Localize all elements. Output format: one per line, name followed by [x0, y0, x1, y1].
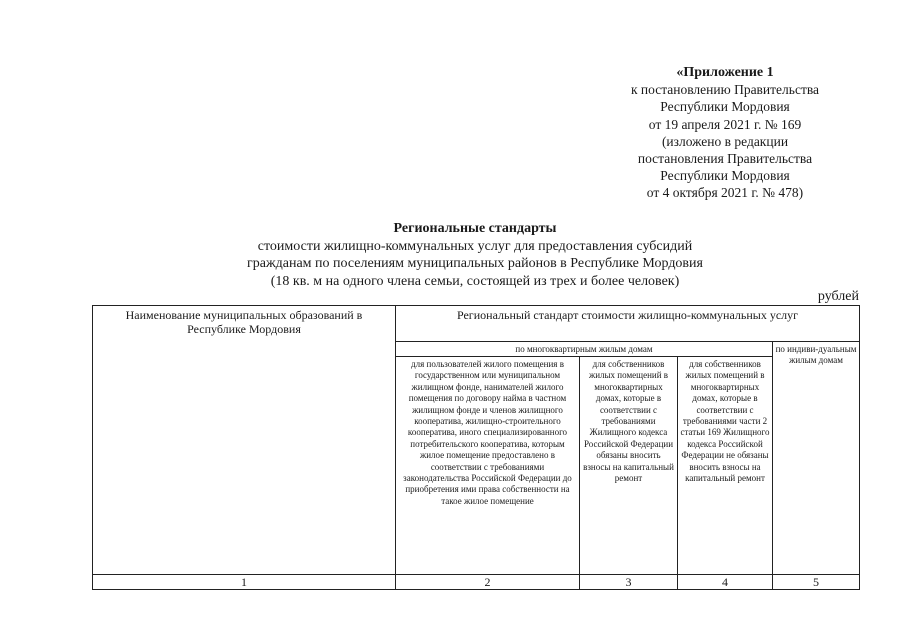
appendix-line: от 19 апреля 2021 г. № 169 — [648, 116, 802, 132]
individual-header: по индиви-дуальным жилым домам — [773, 342, 860, 575]
col-number: 3 — [580, 575, 678, 590]
heading-title: Региональные стандарты — [393, 221, 557, 236]
document-heading — [210, 220, 740, 290]
standards-table — [92, 305, 860, 590]
appendix-line: к постановлению Правительства — [630, 82, 820, 98]
heading-line: (18 кв. м на одного члена семьи, состоящей из трех и более человек) — [270, 273, 680, 289]
heading-line: гражданам по поселениям муниципальных районов в Республике Мордовия — [247, 256, 703, 271]
col4-header: для собственников жилых помещений в многоквартирных домах, которые в соответствии с требованиями части 2 статьи 169 Жилищного кодекса Российской Федерации не обязаны вносить взносы на капитальный ремонт — [678, 357, 773, 575]
col-number: 2 — [396, 575, 580, 590]
appendix-block — [560, 64, 890, 202]
col1-header: Наименование муниципальных образований в Республике Мордовия — [93, 306, 396, 575]
col3-header: для собственников жилых помещений в многоквартирных домах, которые в соответствии с требованиями Жилищного кодекса Российской Федерации обязаны вносить взносы на капитальный ремонт — [580, 357, 678, 575]
currency-unit: рублей — [817, 289, 859, 304]
appendix-title: «Приложение 1 — [676, 65, 774, 80]
appendix-line: постановления Правительства — [637, 151, 813, 167]
subgroup-header: по многоквартирным жилым домам — [396, 342, 773, 357]
heading-line: стоимости жилищно-коммунальных услуг для предоставления субсидий — [257, 238, 693, 254]
col-number: 4 — [678, 575, 773, 590]
appendix-line: (изложено в редакции — [661, 133, 789, 149]
group-header: Региональный стандарт стоимости жилищно-коммунальных услуг — [396, 306, 860, 342]
col2-header: для пользователей жилого помещения в государственном или муниципальном жилищном фонде, нанимателей жилого помещения по договору найма в частном жилищном фонде и членов жилищного кооператива, жилищно-строительного кооператива, иного специализированного потребительского кооператива, которым жилое помещение предоставлено в соответствии с требованиями законодательства Российской Федерации до приобретения ими права собственности на такое жилое помещение — [396, 357, 580, 575]
col-number: 1 — [93, 575, 396, 590]
col-number: 5 — [773, 575, 860, 590]
appendix-line: от 4 октября 2021 г. № 478) — [646, 185, 804, 201]
appendix-line: Республики Мордовия — [660, 168, 790, 184]
appendix-line: Республики Мордовия — [660, 99, 790, 115]
